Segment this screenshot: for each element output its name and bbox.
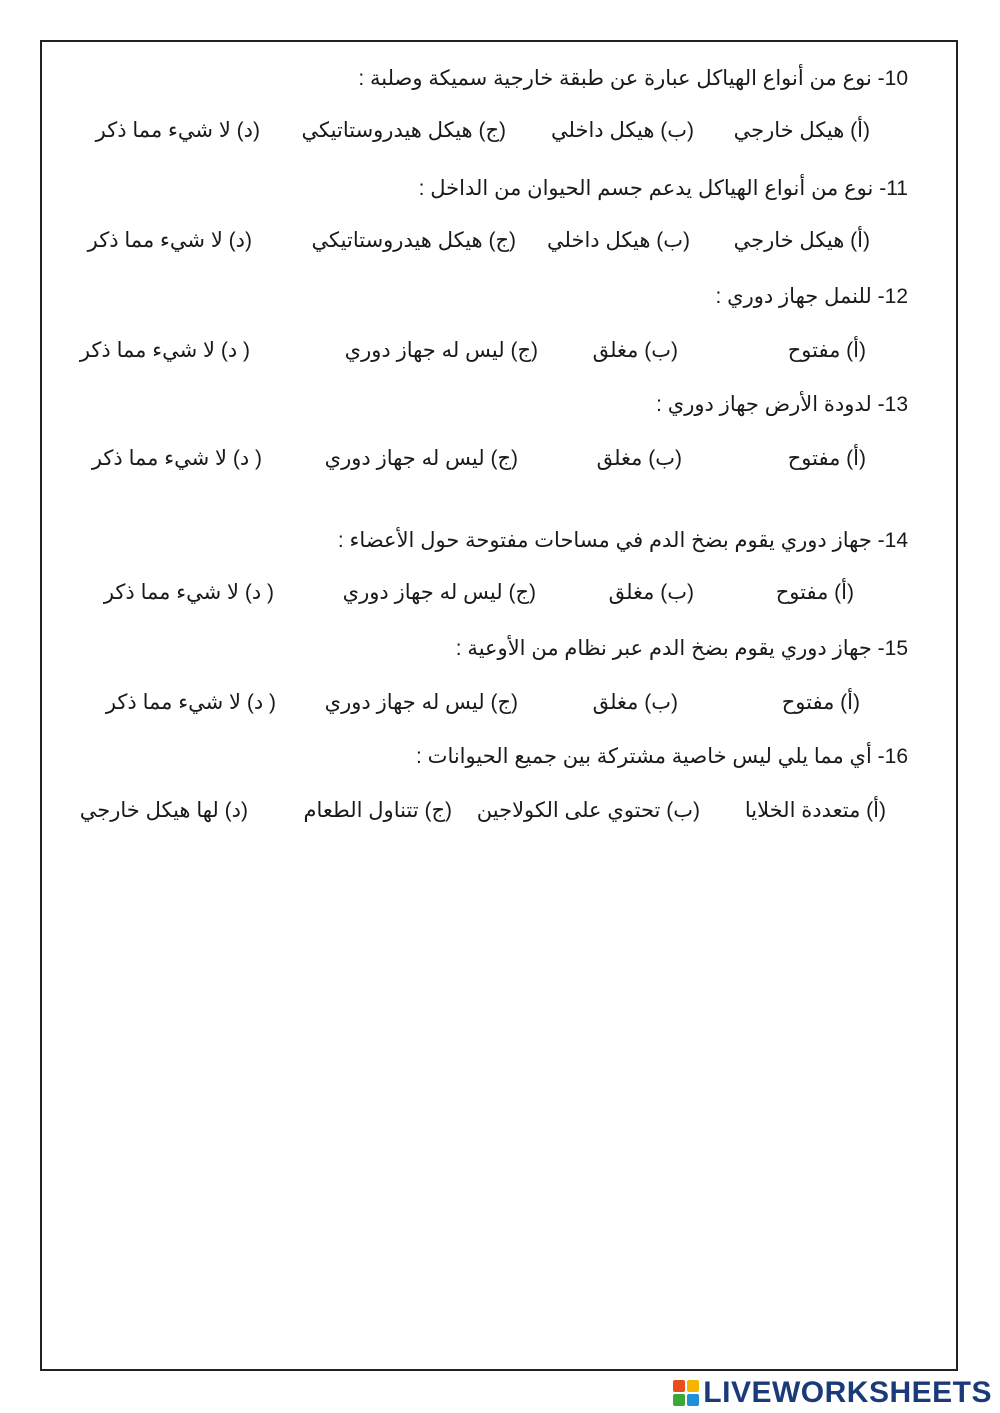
question-10-options <box>0 118 1000 148</box>
q15-option-a[interactable]: (أ) مفتوح <box>781 691 860 714</box>
q14-option-c[interactable]: (ج) ليس له جهاز دوري <box>342 581 536 604</box>
q16-option-b[interactable]: (ب) تحتوي على الكولاجين <box>476 799 700 822</box>
question-15-options <box>0 690 1000 720</box>
logo-square-4 <box>687 1394 699 1406</box>
question-13: 13- لدودة الأرض جهاز دوري : <box>656 393 908 416</box>
q16-option-d[interactable]: (د) لها هيكل خارجي <box>79 799 248 822</box>
logo-square-1 <box>673 1380 685 1392</box>
logo-square-2 <box>687 1380 699 1392</box>
q10-option-a[interactable]: (أ) هيكل خارجي <box>733 119 870 142</box>
question-13-options <box>0 446 1000 476</box>
liveworksheets-logo <box>673 1376 992 1410</box>
q13-option-b[interactable]: (ب) مغلق <box>596 447 682 470</box>
q12-option-b[interactable]: (ب) مغلق <box>592 339 678 362</box>
q16-option-a[interactable]: (أ) متعددة الخلايا <box>744 799 886 822</box>
q14-option-d[interactable]: ( د) لا شيء مما ذكر <box>103 581 274 604</box>
q12-option-d[interactable]: ( د) لا شيء مما ذكر <box>79 339 250 362</box>
q15-option-c[interactable]: (ج) ليس له جهاز دوري <box>324 691 518 714</box>
question-15: 15- جهاز دوري يقوم بضخ الدم عبر نظام من الأوعية : <box>455 637 908 660</box>
q16-option-c[interactable]: (ج) تتناول الطعام <box>303 799 452 822</box>
q13-option-a[interactable]: (أ) مفتوح <box>787 447 866 470</box>
liveworksheets-logo-icon <box>673 1380 699 1406</box>
question-14: 14- جهاز دوري يقوم بضخ الدم في مساحات مفتوحة حول الأعضاء : <box>337 529 908 552</box>
logo-square-3 <box>673 1394 685 1406</box>
question-12-options <box>0 338 1000 368</box>
q13-option-c[interactable]: (ج) ليس له جهاز دوري <box>324 447 518 470</box>
question-16-options <box>0 798 1000 828</box>
question-14-options <box>0 580 1000 610</box>
q13-option-d[interactable]: ( د) لا شيء مما ذكر <box>91 447 262 470</box>
q11-option-b[interactable]: (ب) هيكل داخلي <box>547 229 690 252</box>
question-10: 10- نوع من أنواع الهياكل عبارة عن طبقة خارجية سميكة وصلبة : <box>358 67 908 90</box>
liveworksheets-brand-text: LIVEWORKSHEETS <box>703 1376 992 1409</box>
q12-option-a[interactable]: (أ) مفتوح <box>787 339 866 362</box>
question-11-options <box>0 228 1000 258</box>
q15-option-b[interactable]: (ب) مغلق <box>592 691 678 714</box>
q14-option-b[interactable]: (ب) مغلق <box>608 581 694 604</box>
q11-option-a[interactable]: (أ) هيكل خارجي <box>733 229 870 252</box>
q14-option-a[interactable]: (أ) مفتوح <box>775 581 854 604</box>
question-16: 16- أي مما يلي ليس خاصية مشتركة بين جميع الحيوانات : <box>416 745 908 768</box>
q15-option-d[interactable]: ( د) لا شيء مما ذكر <box>105 691 276 714</box>
q10-option-b[interactable]: (ب) هيكل داخلي <box>551 119 694 142</box>
q11-option-c[interactable]: (ج) هيكل هيدروستاتيكي <box>311 229 516 252</box>
q10-option-d[interactable]: (د) لا شيء مما ذكر <box>95 119 260 142</box>
q10-option-c[interactable]: (ج) هيكل هيدروستاتيكي <box>301 119 506 142</box>
question-12: 12- للنمل جهاز دوري : <box>715 285 908 308</box>
q12-option-c[interactable]: (ج) ليس له جهاز دوري <box>344 339 538 362</box>
q11-option-d[interactable]: (د) لا شيء مما ذكر <box>87 229 252 252</box>
question-11: 11- نوع من أنواع الهياكل يدعم جسم الحيوان من الداخل : <box>418 177 908 200</box>
